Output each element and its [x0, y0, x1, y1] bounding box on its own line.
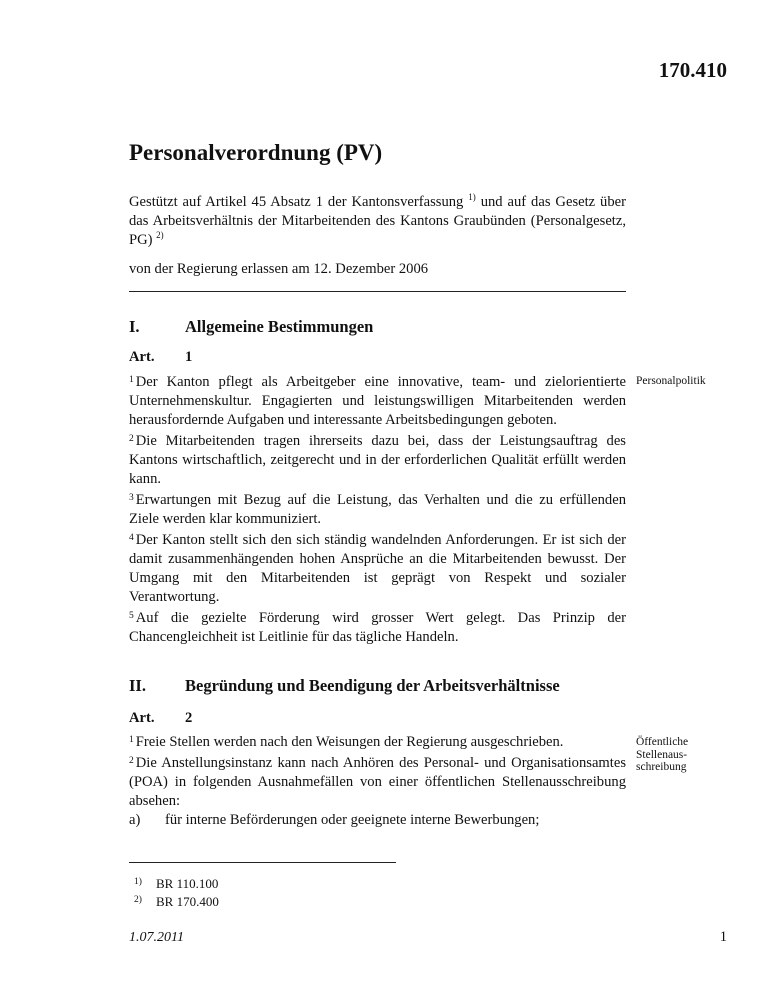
margin-note-line: Öffentliche: [636, 736, 689, 748]
document-number: 170.410: [658, 58, 727, 82]
paragraph: [129, 752, 626, 811]
paragraph-number: 1: [129, 735, 134, 745]
preamble: [129, 193, 626, 250]
issued-statement: von der Regierung erlassen am 12. Dezember 2006: [129, 261, 429, 277]
section-heading-1: [129, 317, 373, 337]
paragraph-number: 3: [129, 493, 134, 503]
paragraph-text: Die Anstellungsinstanz kann nach Anhören des Personal- und Organisationsamtes (POA) in folgenden Ausnahmefällen von einer öffentlichen Stellenausschreibung absehen:: [129, 755, 626, 809]
list-item-label: a): [129, 812, 141, 828]
section-title: Begründung und Beendigung der Arbeitsverhältnisse: [185, 676, 560, 695]
paragraph-text: Der Kanton pflegt als Arbeitgeber eine innovative, team- und zielorientierte Unternehmenskultur. Engagierten und leistungswilligen Mitarbeitenden werden herausfordernde Aufgaben und interessante Arbeitsbedingungen geboten.: [129, 374, 626, 428]
article-2-body: [129, 731, 626, 830]
margin-note-line: Stellenaus-: [636, 748, 688, 761]
list-item: [129, 811, 626, 830]
paragraph-text: Auf die gezielte Förderung wird grosser Wert gelegt. Das Prinzip der Chancengleichheit ist Leitlinie für das tägliche Handeln.: [129, 610, 626, 645]
footer-date: 1.07.2011: [129, 930, 184, 945]
section-heading-2: [129, 676, 560, 696]
margin-note-line: schreibung: [636, 761, 687, 773]
article-label: Art.: [129, 710, 155, 726]
header-divider: [129, 291, 626, 292]
paragraph: [129, 607, 626, 647]
document-title: Personalverordnung (PV): [129, 140, 383, 165]
paragraph-text: Der Kanton stellt sich den sich ständig wandelnden Anforderungen. Er ist sich der damit zusammenhängenden hohen Ansprüche an die Mitarbeitenden bewusst. Der Umgang mit den Mitarbeitenden ist geprägt von Respekt und sozialer Verantwortung.: [129, 532, 626, 605]
footnote-mark: 1): [134, 877, 142, 887]
paragraph: [129, 731, 626, 752]
article-1-body: [129, 371, 626, 647]
preamble-text-2: und auf das Gesetz über das Arbeitsverhältnis der Mitarbeitenden des Kantons Graubünden (Personalgesetz, PG): [129, 194, 626, 248]
footnote-divider: [129, 862, 396, 863]
margin-note-personalpolitik: Personalpolitik: [636, 375, 706, 387]
paragraph-number: 1: [129, 375, 134, 385]
section-number: I.: [129, 317, 140, 336]
margin-note-stellenausschreibung: [636, 736, 688, 774]
paragraph: [129, 489, 626, 529]
article-heading-1: [129, 349, 192, 366]
footnote-1: [134, 876, 218, 892]
preamble-text-1: Gestützt auf Artikel 45 Absatz 1 der Kantonsverfassung: [129, 194, 464, 210]
section-title: Allgemeine Bestimmungen: [185, 317, 374, 336]
article-number: 2: [185, 710, 193, 726]
list-item-text: für interne Beförderungen oder geeignete interne Bewerbungen;: [165, 812, 540, 828]
footnote-text: BR 170.400: [156, 894, 219, 909]
paragraph-number: 2: [129, 434, 134, 444]
article-label: Art.: [129, 349, 155, 365]
paragraph-number: 4: [129, 533, 134, 543]
section-number: II.: [129, 676, 146, 695]
footnote-text: BR 110.100: [156, 876, 219, 891]
paragraph: [129, 529, 626, 607]
footnote-ref-1[interactable]: 1): [468, 192, 476, 202]
paragraph-text: Die Mitarbeitenden tragen ihrerseits dazu bei, dass der Leistungsauftrag des Kantons wirtschaftlich, zeitgerecht und in der erforderlichen Qualität erfüllt werden kann.: [129, 433, 626, 487]
paragraph-text: Freie Stellen werden nach den Weisungen der Regierung ausgeschrieben.: [135, 734, 564, 750]
article-number: 1: [185, 349, 193, 365]
paragraph-number: 5: [129, 611, 134, 621]
paragraph-text: Erwartungen mit Bezug auf die Leistung, das Verhalten und die zu erfüllenden Ziele werden klar kommuniziert.: [129, 492, 626, 527]
paragraph-number: 2: [129, 756, 134, 766]
paragraph: [129, 371, 626, 430]
paragraph: [129, 430, 626, 489]
footnote-mark: 2): [134, 895, 142, 905]
footnote-ref-2[interactable]: 2): [156, 230, 164, 240]
page-number: 1: [719, 929, 727, 945]
article-heading-2: [129, 710, 192, 727]
footnote-2: [134, 894, 219, 910]
